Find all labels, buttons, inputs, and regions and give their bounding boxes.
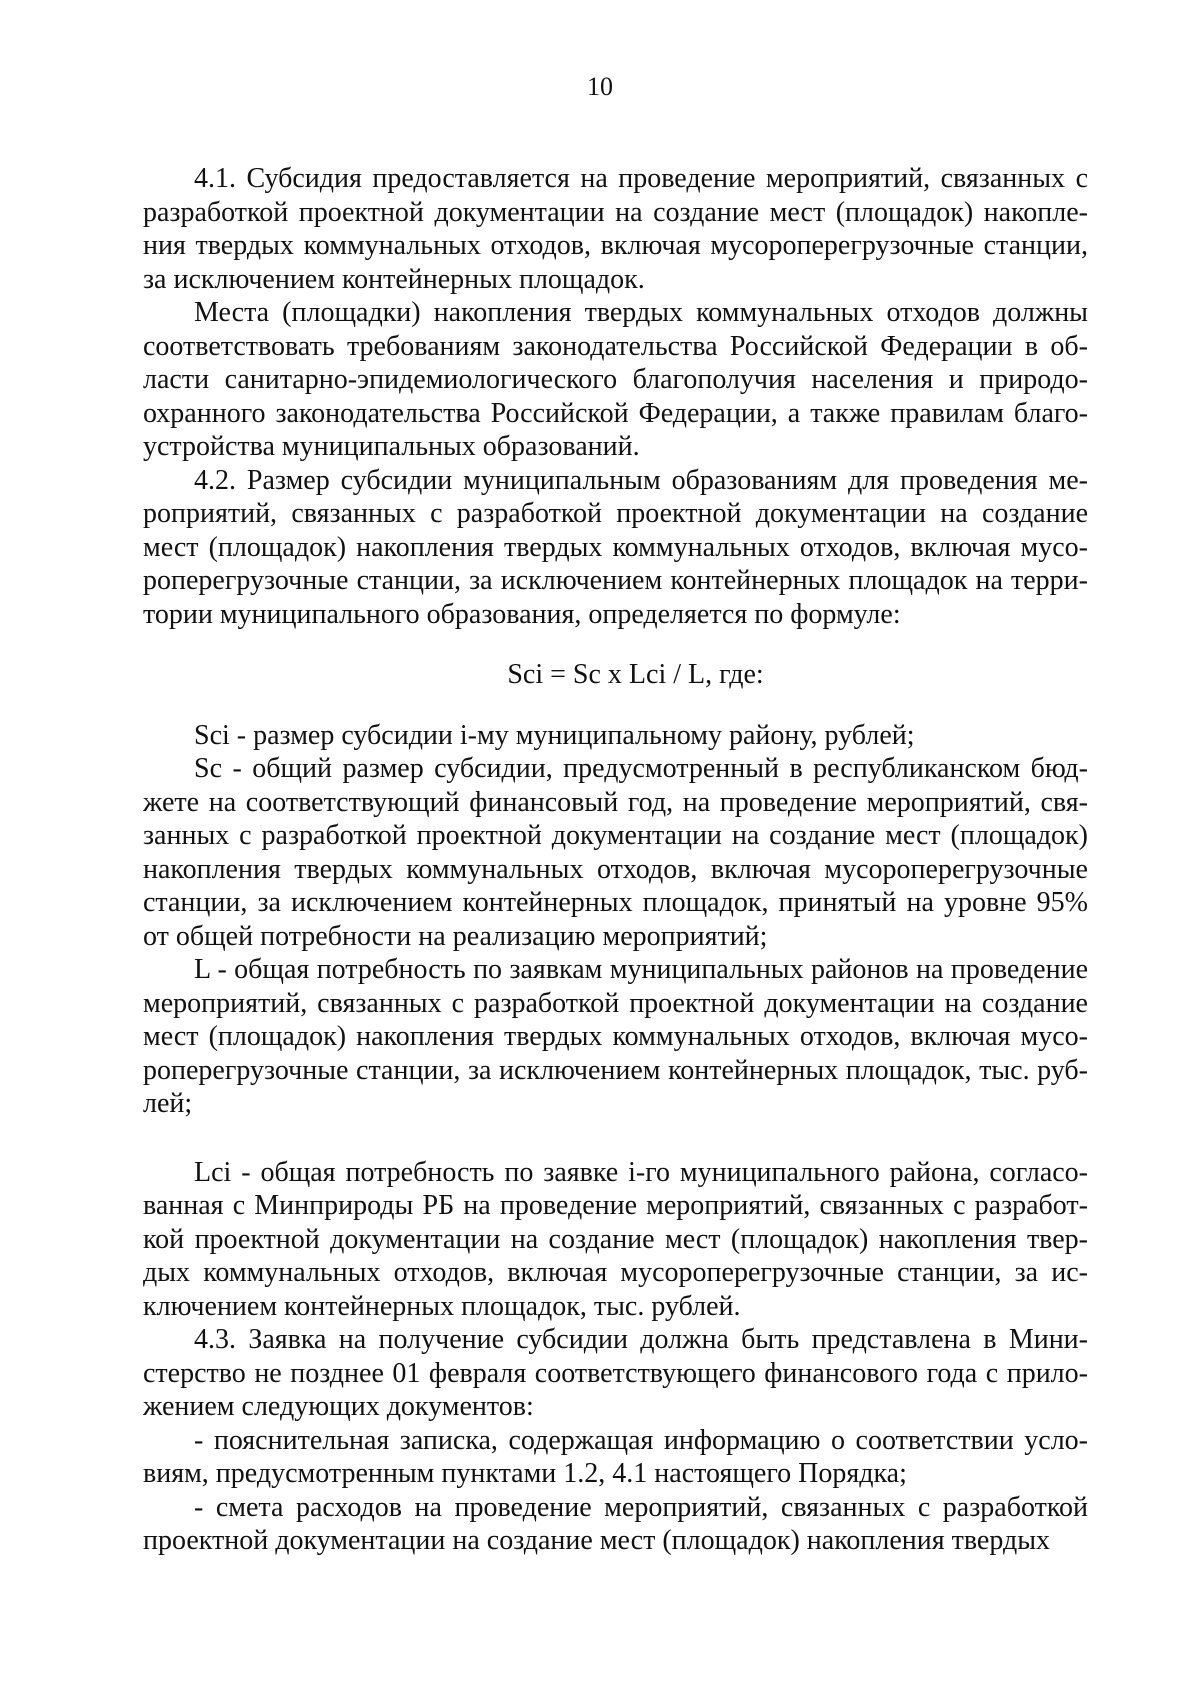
paragraph-4-2: 4.2. Размер субсидии муниципальным образованиям для проведения мероприятий, связанных с разработкой проектной документации на создание мест (площадок) накопления твердых коммунальных отходов, включая мусороперегрузочные станции, за исключением контейнерных площадок на территории муниципального образования, определяется по формуле: xyxy=(143,464,1088,630)
definition-sci: Sci - размер субсидии i-му муниципальному району, рублей; xyxy=(194,719,915,751)
paragraph-places-requirements: Места (площадки) накопления твердых коммунальных отходов должны соответствовать требованиям законодательства Российской Федерации в области санитарно-эпидемиологического благополучия населения и природоохранного законодательства Российской Федерации, а также правилам благоустройства муниципальных образований. xyxy=(143,297,1088,462)
page-number: 10 xyxy=(587,72,613,101)
definition-l: L - общая потребность по заявкам муниципальных районов на проведение мероприятий, связанных с разработкой проектной документации на создание мест (площадок) накопления твердых коммунальных отходов, включая мусороперегрузочные станции, за исключением контейнерных площадок, тыс. рублей; xyxy=(143,954,1088,1119)
subsidy-formula: Sci = Sc x Lci / L, где: xyxy=(507,659,764,690)
paragraph-4-3: 4.3. Заявка на получение субсидии должна быть представлена в Министерство не позднее 01 февраля соответствующего финансового года с приложением следующих документов: xyxy=(143,1324,1088,1422)
definition-lci: Lci - общая потребность по заявке i-го муниципального района, согласованная с Минприроды РБ на проведение мероприятий, связанных с разработкой проектной документации на создание мест (площадок) накопления твердых коммунальных отходов, включая мусороперегрузочные станции, за исключением контейнерных площадок, тыс. рублей. xyxy=(143,1156,1088,1322)
paragraph-4-1: 4.1. Субсидия предоставляется на проведение мероприятий, связанных с разработкой проектной документации на создание мест (площадок) накопления твердых коммунальных отходов, включая мусороперегрузочные станции, за исключением контейнерных площадок. xyxy=(143,163,1088,295)
definition-sc: Sc - общий размер субсидии, предусмотренный в республиканском бюджете на соответствующий финансовый год, на проведение мероприятий, связанных с разработкой проектной документации на создание мест (площадок) накопления твердых коммунальных отходов, включая мусороперегрузочные станции, за исключением контейнерных площадок, принятый на уровне 95% от общей потребности на реализацию мероприятий; xyxy=(143,753,1088,952)
document-body xyxy=(143,162,1088,1558)
list-item-cost-estimate: - смета расходов на проведение мероприятий, связанных с разработкой проектной документации на создание мест (площадок) накопления твердых xyxy=(143,1491,1088,1556)
list-item-explanatory-note: - пояснительная записка, содержащая информацию о соответствии условиям, предусмотренным пунктами 1.2, 4.1 настоящего Порядка; xyxy=(143,1424,1088,1489)
